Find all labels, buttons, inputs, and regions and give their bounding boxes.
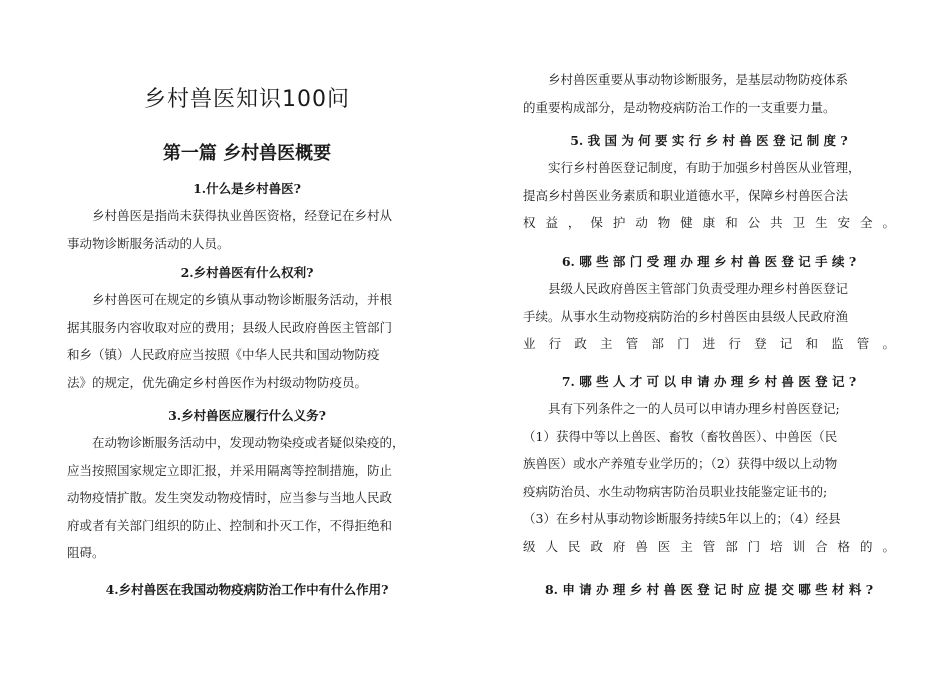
part-title: 第一篇 乡村兽医概要 xyxy=(162,143,332,164)
answer-line: 疫病防治员、水生动物病害防治员职业技能鉴定证书的; xyxy=(523,483,828,499)
answer-line: 具有下列条件之一的人员可以申请办理乡村兽医登记; xyxy=(548,401,840,416)
answer-line: 的重要构成部分，是动物疫病防治工作的一支重要力量。 xyxy=(523,99,836,115)
question-5-block xyxy=(523,127,895,237)
question-8: 8. 申 请 办 理 乡 村 兽 医 登 记 时 应 提 交 哪 些 材 料 ? xyxy=(544,582,874,597)
question-6: 6. 哪 些 部 门 受 理 办 理 乡 村 兽 医 登 记 手 续 ? xyxy=(561,254,857,269)
answer-line: 应当按照国家规定立即汇报，并采用隔离等控制措施，防止 xyxy=(67,462,393,478)
question-6-block xyxy=(523,248,895,358)
question-3-block xyxy=(67,402,427,567)
answer-6 xyxy=(523,275,895,358)
answer-line: 府或者有关部门组织的防止、控制和扑灭工作，不得拒绝和 xyxy=(67,517,393,533)
answer-line: 阻碍。 xyxy=(67,545,105,560)
answer-line: 据其服务内容收取对应的费用；县级人民政府兽医主管部门 xyxy=(67,319,393,335)
answer-line: （3）在乡村从事动物诊断服务持续5年以上的；（4）经县 xyxy=(523,511,841,526)
answer-line: 实行乡村兽医登记制度，有助于加强乡村兽医从业管理， xyxy=(548,160,861,175)
answer-2 xyxy=(67,286,427,396)
question-7: 7. 哪 些 人 才 可 以 申 请 办 理 乡 村 兽 医 登 记 ? xyxy=(561,374,857,389)
answer-line: 动物疫情扩散。发生突发动物疫情时，应当参与当地人民政 xyxy=(67,490,393,505)
answer-line: 业行政主管部门进行登记和监管。 xyxy=(523,336,895,351)
answer-line: （1）获得中等以上兽医、畜牧（畜牧兽医）、中兽医（民 xyxy=(523,428,838,444)
answer-line: 级人民政府兽医主管部门培训合格的。 xyxy=(523,538,895,554)
answer-line: 法》的规定，优先确定乡村兽医作为村级动物防疫员。 xyxy=(67,374,368,390)
answer-line: 县级人民政府兽医主管部门负责受理办理乡村兽医登记 xyxy=(548,281,849,296)
answer-line: 提高乡村兽医业务素质和职业道德水平，保障乡村兽医合法 xyxy=(523,187,849,203)
answer-line: 乡村兽医重要从事动物诊断服务，是基层动物防疫体系 xyxy=(548,72,849,87)
answer-line: 权益，保护动物健康和公共卫生安全。 xyxy=(523,215,895,230)
question-1: 1.什么是乡村兽医? xyxy=(193,181,301,196)
answer-line: 和乡（镇）人民政府应当按照《中华人民共和国动物防疫 xyxy=(67,347,380,362)
question-4-block xyxy=(67,576,427,603)
answer-line: 乡村兽医可在规定的乡镇从事动物诊断服务活动，并根 xyxy=(92,292,393,307)
question-3: 3.乡村兽医应履行什么义务? xyxy=(168,408,326,423)
answer-7 xyxy=(523,395,895,560)
answer-line: 手续。从事水生动物疫病防治的乡村兽医由县级人民政府渔 xyxy=(523,308,849,324)
question-2: 2.乡村兽医有什么权利? xyxy=(180,265,314,280)
answer-1 xyxy=(67,202,427,257)
question-7-block xyxy=(523,368,895,560)
question-2-block xyxy=(67,259,427,396)
question-1-block xyxy=(67,175,427,257)
answer-line: 在动物诊断服务活动中，发现动物染疫或者疑似染疫的， xyxy=(92,435,405,450)
answer-5 xyxy=(523,154,895,237)
question-5: 5. 我 国 为 何 要 实 行 乡 村 兽 医 登 记 制 度 ? xyxy=(570,133,848,148)
answer-line: 乡村兽医是指尚未获得执业兽医资格，经登记在乡村从 xyxy=(92,208,393,223)
question-8-block xyxy=(523,576,895,603)
answer-4-block xyxy=(523,66,895,121)
answer-4 xyxy=(523,66,895,121)
question-4: 4.乡村兽医在我国动物疫病防治工作中有什么作用? xyxy=(105,582,389,597)
document-title: 乡村兽医知识100问 xyxy=(144,87,350,112)
answer-3 xyxy=(67,429,427,567)
answer-line: 族兽医）或水产养殖专业学历的；（2）获得中级以上动物 xyxy=(523,456,838,471)
answer-line: 事动物诊断服务活动的人员。 xyxy=(67,235,230,251)
